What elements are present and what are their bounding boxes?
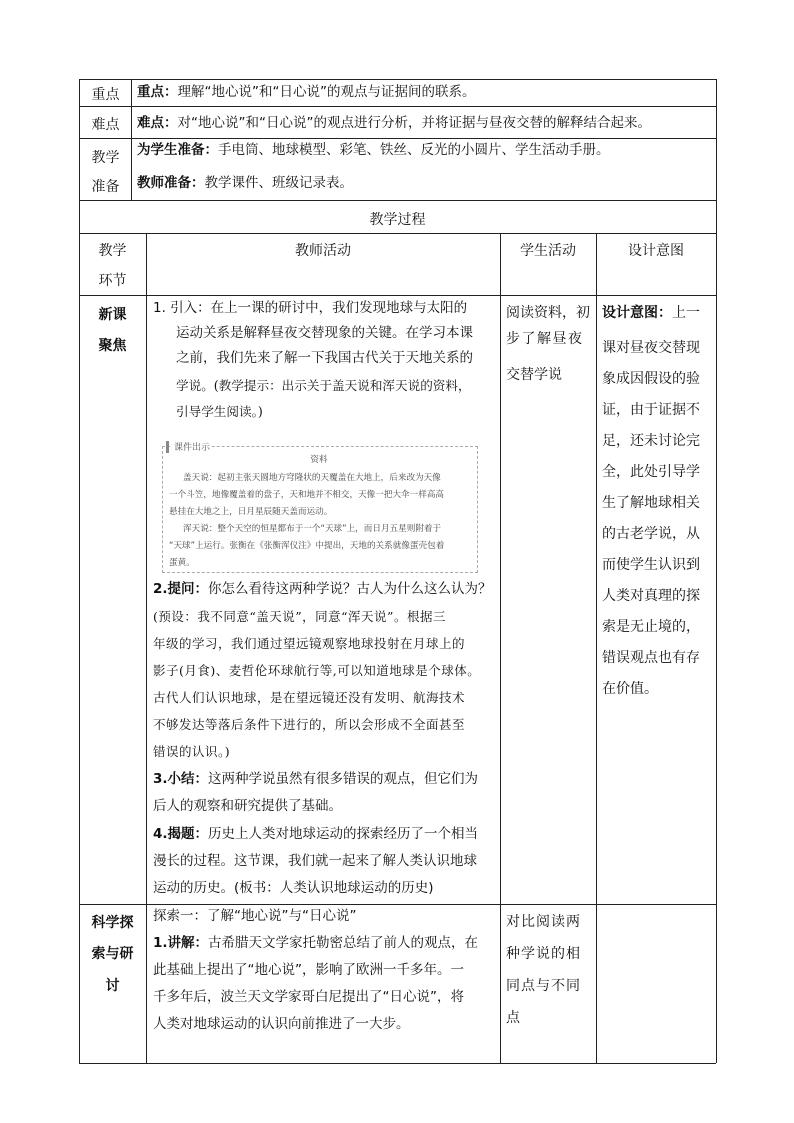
explain-line-3: 千多年后，波兰天文学家哥白尼提出了“日心说”，将	[153, 989, 464, 1005]
courseware-title: 课件出示	[172, 440, 212, 453]
student-activity-2-line-4: 点	[506, 1010, 520, 1026]
material-line-1: 盖天说：起初主张天圆地方穹隆状的天覆盖在大地上，后来改为天像	[183, 473, 441, 483]
student-activity-1-line-1: 阅读资料，初	[506, 305, 590, 321]
difficulty-text: 难点：对“地心说”和“日心说”的观点进行分析，并将证据与昼夜交替的解释结合起来。	[137, 115, 651, 131]
explain-line-2: 此基础上提出了“地心说”，影响了欧洲一千多年。一	[153, 962, 464, 978]
design-intent-line-13: 在价值。	[602, 681, 658, 697]
reveal-line-1: 4.揭题：历史上人类对地球运动的探索经历了一个相当	[153, 826, 479, 842]
design-intent-line-9: 而使学生认识到	[602, 557, 700, 573]
stage-label-explore-1: 科学探	[91, 915, 134, 931]
explain-line-1: 1.讲解：古希腊天文学家托勒密总结了前人的观点，在	[153, 935, 479, 951]
student-activity-1-line-2: 步了解昼夜	[506, 331, 584, 347]
design-intent-line-11: 索是无止境的，	[602, 619, 700, 635]
design-intent-line-12: 错误观点也有存	[602, 650, 700, 666]
preparation-label-2: 准备	[91, 179, 120, 195]
stage-label-explore-2: 索与研	[91, 946, 134, 962]
stage-label-new-lesson-1: 新课	[98, 307, 127, 323]
design-intent-line-4: 证，由于证据不	[602, 402, 700, 418]
reveal-line-3: 运动的历史。(板书：人类认识地球运动的历史)	[153, 880, 434, 896]
header-stage-2: 环节	[98, 273, 127, 289]
q2-note-2: 年级的学习，我们通过望远镜观察地球投射在月球上的	[153, 636, 466, 651]
intro-line-3: 之前，我们先来了解一下我国古代关于天地关系的	[176, 350, 473, 366]
question-2: 2.提问：你怎么看待这两种学说？古人为什么这么认为？	[153, 581, 492, 597]
header-student-activity: 学生活动	[520, 243, 576, 259]
material-line-3: 悬挂在大地之上，日月星辰随天盖而运动。	[169, 507, 333, 517]
difficulty-label: 难点	[91, 117, 120, 133]
q2-note-5: 不够发达等落后条件下进行的，所以会形成不全面甚至	[153, 717, 466, 732]
design-intent-line-6: 全，此处引导学	[602, 464, 700, 480]
summary-line-2: 后人的观察和研究提供了基础。	[153, 798, 342, 814]
stage-label-explore-3: 讨	[105, 978, 120, 994]
explain-line-4: 人类对地球运动的认识向前推进了一大步。	[153, 1016, 410, 1032]
design-intent-line-7: 生了解地球相关	[602, 495, 700, 511]
intro-line-2: 运动关系是解释昼夜交替现象的关键。在学习本课	[176, 325, 473, 341]
material-line-6: 蛋黄。	[169, 558, 195, 568]
design-intent-line-1: 设计意图：上一	[602, 305, 700, 321]
student-activity-2-line-3: 同点与不同	[506, 978, 581, 994]
intro-line-5: 引导学生阅读。)	[176, 404, 263, 419]
material-line-2: 一个斗笠，地像覆盖着的盘子，天和地并不相交，天像一把大伞一样高高	[169, 490, 445, 500]
preparation-label-1: 教学	[91, 150, 120, 166]
material-line-5: “天球”上运行。张衡在《张衡浑仪注》中提出，天地的关系就像蛋壳包着	[169, 541, 445, 551]
design-intent-line-8: 的古老学说，从	[602, 526, 700, 542]
material-line-4: 浑天说：整个天空的恒星都布于一个“天球”上，而日月五星则附着于	[183, 524, 442, 534]
student-activity-2-line-2: 种学说的相	[506, 946, 581, 962]
header-stage-1: 教学	[98, 243, 127, 259]
key-point-text: 重点：理解“地心说”和“日心说”的观点与证据间的联系。	[137, 84, 476, 100]
reveal-line-2: 漫长的过程。这节课，我们就一起来了解人类认识地球	[153, 853, 477, 869]
process-title: 教学过程	[369, 212, 426, 228]
design-intent-line-2: 课对昼夜交替现	[602, 340, 700, 356]
student-activity-2-line-1: 对比阅读两	[506, 914, 581, 930]
student-activity-1-line-3: 交替学说	[506, 367, 562, 383]
design-intent-line-5: 足，还未讨论完	[602, 433, 700, 449]
teacher-preparation: 教师准备：教学课件、班级记录表。	[137, 175, 353, 191]
design-intent-line-10: 人类对真理的探	[602, 588, 700, 604]
q2-note-3: 影子(月食)、麦哲伦环球航行等,可以知道地球是个球体。	[153, 663, 481, 678]
student-preparation: 为学生准备：手电筒、地球模型、彩笔、铁丝、反光的小圆片、学生活动手册。	[137, 142, 610, 158]
q2-note-1: (预设：我不同意“盖天说”，同意“浑天说”。根据三	[153, 609, 446, 624]
material-heading: 资料	[310, 455, 328, 465]
explore-title: 探索一：了解“地心说”与“日心说”	[153, 908, 357, 924]
stage-label-new-lesson-2: 聚焦	[98, 338, 127, 354]
q2-note-6: 错误的认识。)	[153, 744, 231, 759]
header-teacher-activity: 教师活动	[295, 243, 351, 259]
intro-line-4: 学说。(教学提示：出示关于盖天说和浑天说的资料，	[176, 378, 471, 393]
intro-line-1: 1. 引入：在上一课的研讨中，我们发现地球与太阳的	[153, 300, 468, 316]
design-intent-line-3: 象成因假设的验	[602, 371, 700, 387]
summary-line-1: 3.小结：这两种学说虽然有很多错误的观点，但它们为	[153, 771, 479, 787]
q2-note-4: 古代人们认识地球，是在望远镜还没有发明、航海技术	[153, 690, 466, 705]
header-design-intent: 设计意图	[628, 243, 684, 259]
key-point-label: 重点	[91, 87, 120, 103]
